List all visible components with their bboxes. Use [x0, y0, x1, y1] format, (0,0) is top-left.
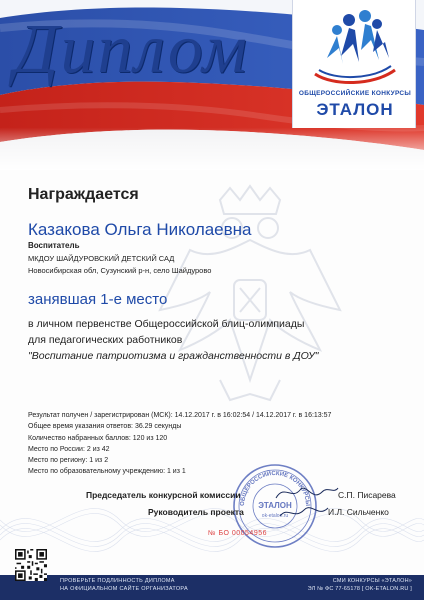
- serial-number: № БО 00054956: [208, 530, 268, 537]
- footer-left-line-2: НА ОФИЦИАЛЬНОМ САЙТЕ ОРГАНИЗАТОРА: [60, 586, 188, 592]
- stat-line: Место по образовательному учреждению: 1 из 1: [28, 468, 186, 476]
- stamp-center-text: ЭТАЛОН: [258, 501, 292, 510]
- figures-logo-icon: [293, 0, 417, 92]
- etalon-logo: [292, 0, 416, 128]
- footer-media-text: [308, 577, 412, 593]
- logo-caption: ОБЩЕРОССИЙСКИЕ КОНКУРСЫ: [298, 90, 412, 97]
- stat-line: Место по региону: 1 из 2: [28, 457, 109, 465]
- recipient-role: Воспитатель: [28, 241, 80, 250]
- logo-name: ЭТАЛОН: [316, 100, 394, 119]
- footer-left-line-1: ПРОВЕРЬТЕ ПОДЛИННОСТЬ ДИПЛОМА: [60, 578, 175, 584]
- signature-scribbles: [272, 480, 342, 524]
- recipient-name: Казакова Ольга Николаевна: [28, 220, 252, 239]
- coat-of-arms-watermark: [150, 180, 350, 420]
- head-label: Руководитель проекта: [148, 507, 244, 517]
- stat-line: Место по России: 2 из 42: [28, 445, 110, 453]
- awarded-label: Награждается: [28, 186, 139, 203]
- head-name: И.Л. Сильченко: [328, 507, 389, 517]
- stat-line: Результат получен / зарегистрирован (МСК): 14.12.2017 г. в 16:02:54 / 14.12.2017 г. в 16:13:57: [28, 412, 332, 419]
- footer-verify-text: [60, 577, 188, 593]
- chair-label: Председатель конкурсной комиссии: [86, 490, 241, 500]
- achievement-place: занявшая 1-е место: [28, 291, 168, 308]
- chair-name: С.П. Писарева: [338, 490, 396, 500]
- achievement-line-1: в личном первенстве Общероссийской блиц-олимпиады: [28, 318, 305, 330]
- stat-line: Общее время указания ответов: 36.29 секунды: [28, 423, 182, 431]
- footer-right-line-2: ЭЛ № ФС 77-65178 [ OK-ETALON.RU ]: [307, 586, 412, 592]
- qr-code[interactable]: [15, 549, 47, 581]
- footer-right-line-1: СМИ КОНКУРСЫ «ЭТАЛОН»: [332, 578, 412, 584]
- stamp-site-text: ok-etalon.ru: [261, 513, 289, 519]
- stat-line: Количество набранных баллов: 120 из 120: [28, 434, 168, 442]
- stamp-ring-text: ОБЩЕРОССИЙСКИЕ КОНКУРСЫ: [239, 470, 311, 507]
- achievement-topic: "Воспитание патриотизма и гражданственности в ДОУ": [28, 350, 319, 362]
- diploma-title: Диплом: [14, 11, 249, 88]
- recipient-region: Новосибирская обл, Сузунский р-н, село Шайдурово: [28, 266, 212, 275]
- recipient-organization: МКДОУ ШАЙДУРОВСКИЙ ДЕТСКИЙ САД: [28, 254, 175, 263]
- achievement-line-2: для педагогических работников: [28, 334, 183, 346]
